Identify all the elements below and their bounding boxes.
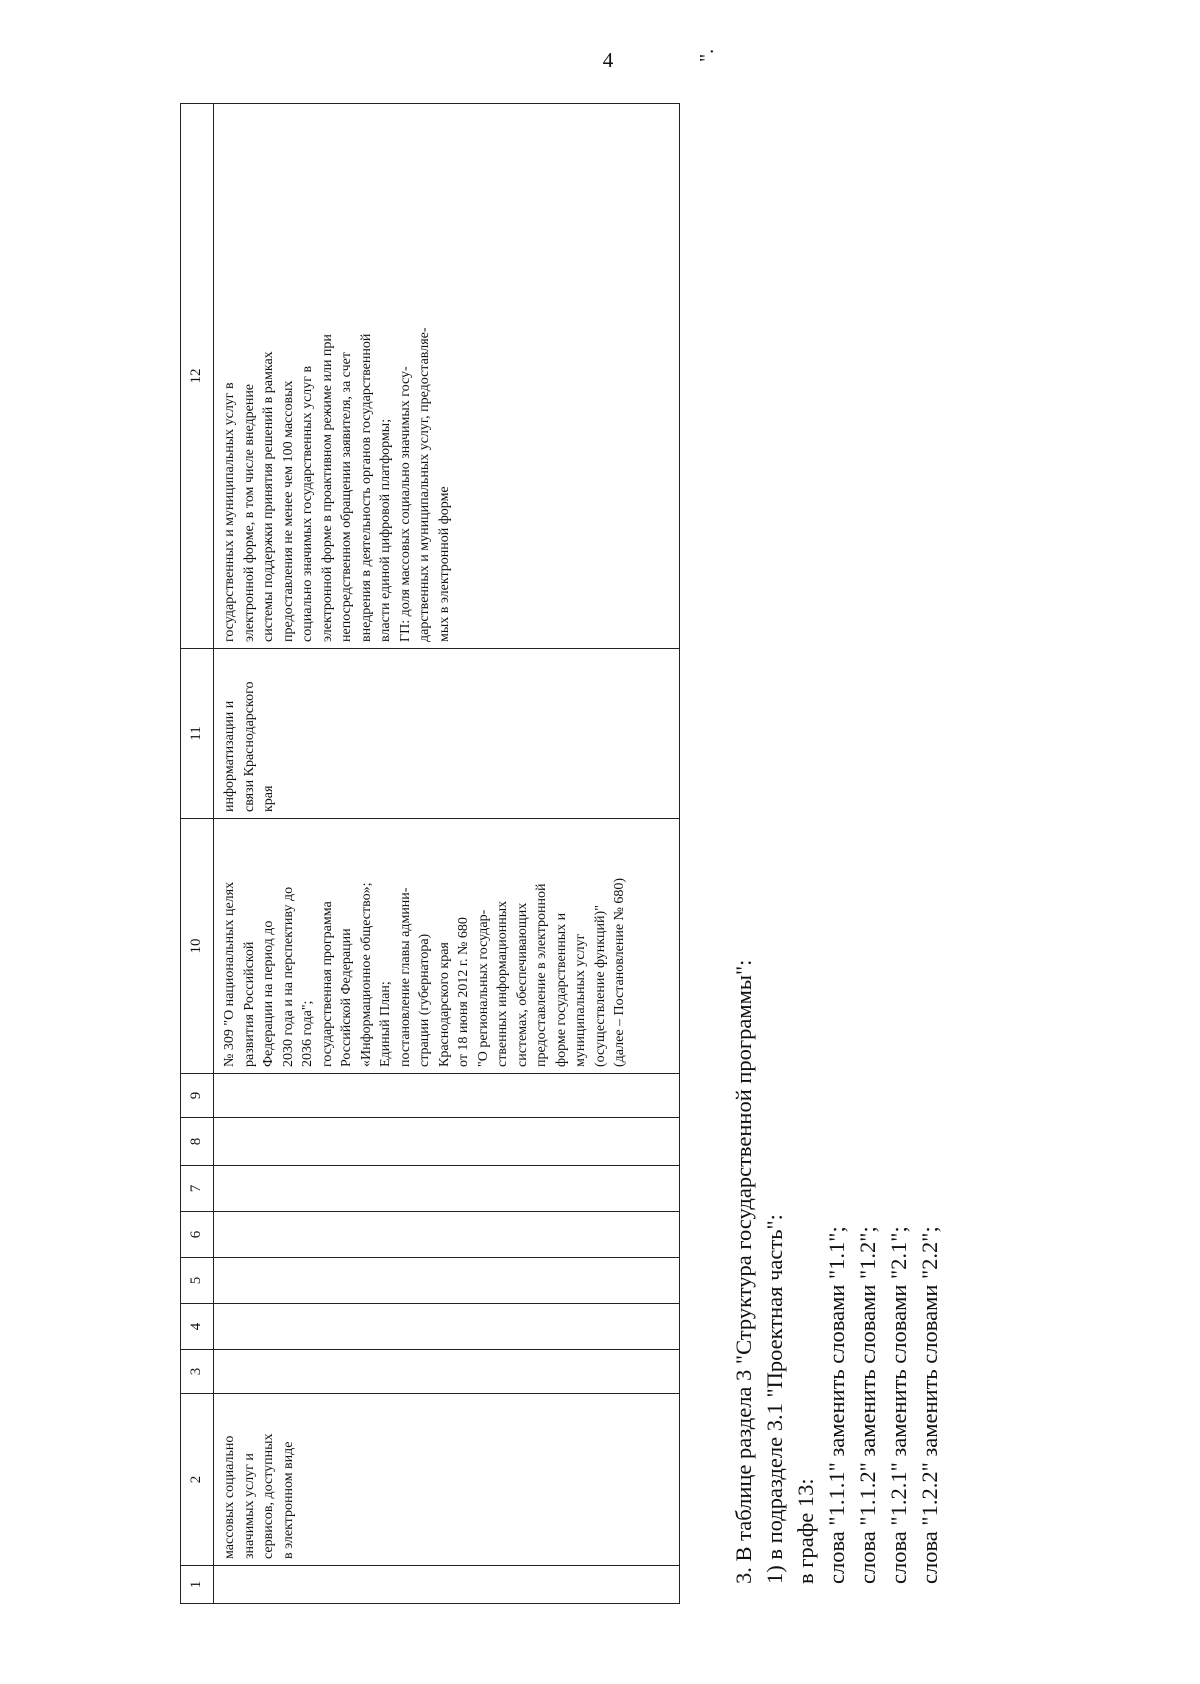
column-number-3: 3	[181, 1350, 214, 1394]
cell-col-7	[214, 1166, 680, 1212]
cell-col-11	[214, 649, 680, 819]
cell-col-6	[214, 1212, 680, 1258]
rotated-landscape-content	[180, 48, 980, 1604]
cell-col-2	[214, 1394, 680, 1566]
table-header-row	[181, 104, 214, 1604]
column-number-12: 12	[181, 104, 214, 649]
closing-quote-mark: ".	[696, 48, 718, 62]
cell-col-5	[214, 1258, 680, 1304]
responsible-body-text: информатизации и связи Краснодарского края	[222, 681, 276, 812]
cell-col-12	[214, 104, 680, 649]
cell-col-9	[214, 1074, 680, 1118]
legal-basis-text: № 309 "О национальных целях развития Российской Федерации на период до 2030 года и на перспективу до 2036 года"; государственная программа Российской Федерации «Информационное общество»; Единый План; постановление главы админи- страции (губернатора) Краснодарского края от 18 июня 2012 г. № 680 "О региональных государ- ственных информационных системах, обеспечивающих предоставление в электронной форме государственных и муниципальных услуг (осуществление функций)" (далее – Постановление № 680)	[222, 877, 627, 1067]
column-number-2: 2	[181, 1394, 214, 1566]
amendment-heading: 3. В таблице раздела 3 "Структура государственной программы":	[731, 959, 756, 1584]
column-number-10: 10	[181, 819, 214, 1074]
column-number-11: 11	[181, 649, 214, 819]
amendment-column-ref: в графе 13:	[793, 1478, 818, 1584]
amendment-item: слова "1.1.1" заменить словами "1.1";	[824, 1226, 849, 1584]
cell-col-10	[214, 819, 680, 1074]
program-table	[180, 103, 680, 1604]
indicator-text: массовых социально значимых услуг и сервисов, доступных в электронном виде	[222, 1433, 296, 1559]
amendments-text	[728, 584, 945, 1584]
column-number-5: 5	[181, 1258, 214, 1304]
column-number-7: 7	[181, 1166, 214, 1212]
amendment-item: слова "1.2.2" заменить словами "2.2";	[917, 1226, 942, 1584]
cell-col-3	[214, 1350, 680, 1394]
page-number: 4	[602, 48, 614, 72]
column-number-6: 6	[181, 1212, 214, 1258]
amendment-item: слова "1.1.2" заменить словами "1.2";	[855, 1226, 880, 1584]
column-number-4: 4	[181, 1304, 214, 1350]
column-number-1: 1	[181, 1566, 214, 1604]
column-number-9: 9	[181, 1074, 214, 1118]
cell-col-8	[214, 1118, 680, 1166]
amendment-subsection: 1) в подразделе 3.1 "Проектная часть":	[762, 1214, 787, 1584]
linked-goals-text: государственных и муниципальных услуг в электронной форме, в том числе внедрение системы поддержки принятия решений в рамках предоставления не менее чем 100 массовых социально значимых государственных услуг в электронной форме в проактивном режиме или при непосредственном обращении заявителя, за счет внедрения в деятельность органов государственной власти единой цифровой платформы; ГП: доля массовых социально значимых госу- дарственных и муниципальных услуг, предоставляе- мых в электронной форме	[222, 327, 452, 642]
table-row	[214, 104, 680, 1604]
cell-col-1	[214, 1566, 680, 1604]
cell-col-4	[214, 1304, 680, 1350]
column-number-8: 8	[181, 1118, 214, 1166]
amendment-item: слова "1.2.1" заменить словами "2.1";	[886, 1226, 911, 1584]
